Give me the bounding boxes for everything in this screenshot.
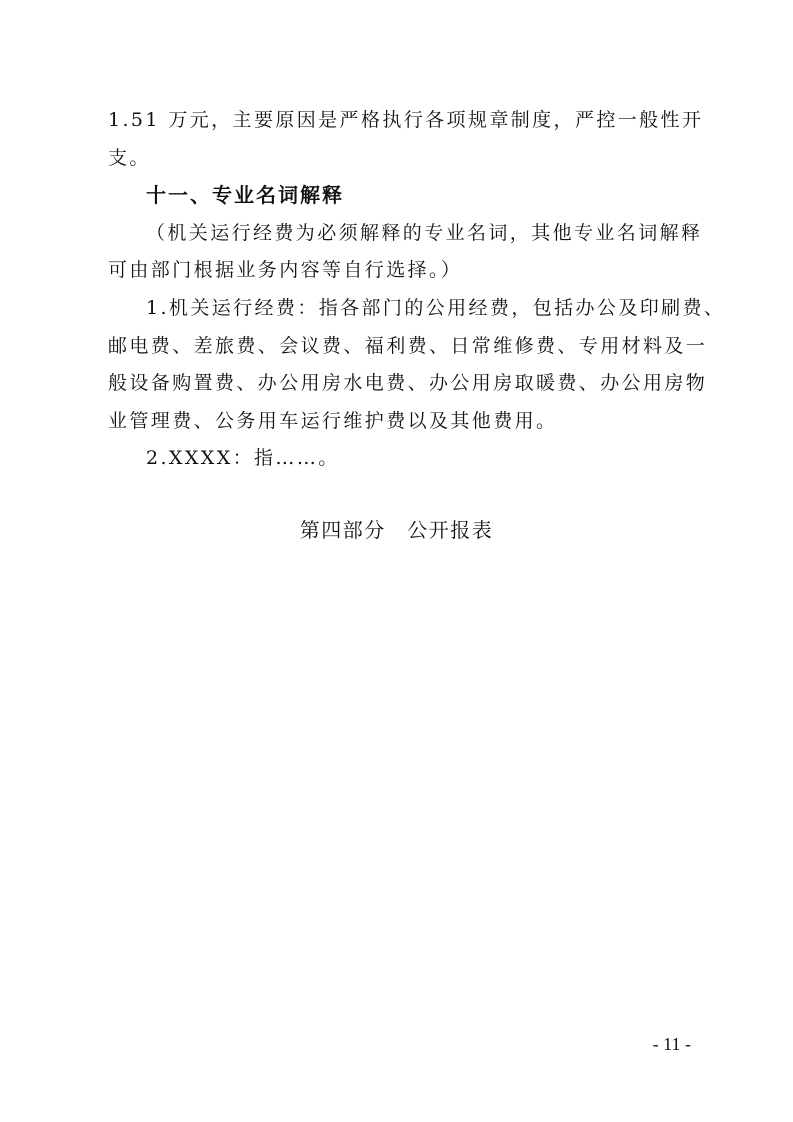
page-number: - 11 - [652, 1034, 691, 1054]
part-title: 第四部分 公开报表 [299, 518, 494, 542]
term2-line: 2.XXXX：指……。 [146, 447, 340, 469]
note-line-1: （机关运行经费为必须解释的专业名词，其他专业名词解释 [146, 222, 703, 244]
paragraph-line-2: 支。 [108, 147, 151, 169]
section-heading: 十一、专业名词解释 [146, 183, 344, 207]
note-line-2: 可由部门根据业务内容等自行选择。） [108, 259, 463, 281]
term1-line-1: 1.机关运行经费：指各部门的公用经费，包括办公及印刷费、 [146, 297, 726, 319]
term1-line-4: 业管理费、公务用车运行维护费以及其他费用。 [108, 410, 558, 432]
term1-line-3: 般设备购置费、办公用房水电费、办公用房取暖费、办公用房物 [108, 372, 708, 394]
paragraph-line-1: 1.51 万元，主要原因是严格执行各项规章制度，严控一般性开 [108, 109, 704, 131]
term1-line-2: 邮电费、差旅费、会议费、福利费、日常维修费、专用材料及一 [108, 335, 708, 357]
